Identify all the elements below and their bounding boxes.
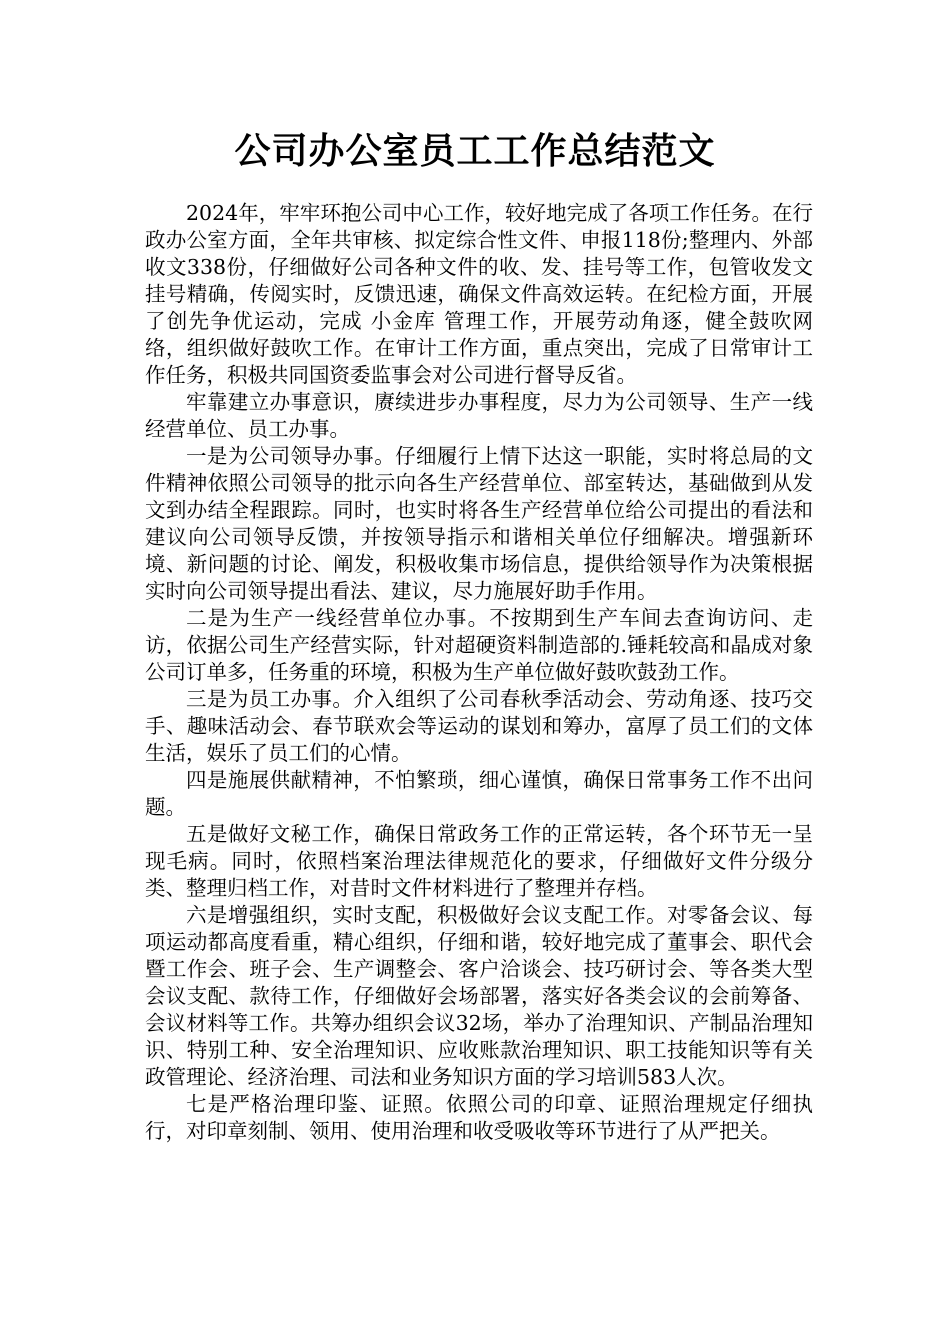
paragraph: 五是做好文秘工作，确保日常政务工作的正常运转，各个环节无一呈现毛病。同时，依照档案治理法律规范化的要求，仔细做好文件分级分类、整理归档工作，对昔时文件材料进行了整理并存档。	[145, 822, 813, 900]
paragraph: 四是施展供献精神，不怕繁琐，细心谨慎，确保日常事务工作不出问题。	[145, 768, 813, 819]
paragraph: 六是增强组织，实时支配，积极做好会议支配工作。对零备会议、每项运动都高度看重，精心组织，仔细和谐，较好地完成了董事会、职代会暨工作会、班子会、生产调整会、客户洽谈会、技巧研讨会、等各类大型会议支配、款待工作，仔细做好会场部署，落实好各类会议的会前筹备、会议材料等工作。共筹办组织会议32场，举办了治理知识、产制品治理知识、特别工种、安全治理知识、应收账款治理知识、职工技能知识等有关政管理论、经济治理、司法和业务知识方面的学习培训583人次。	[145, 903, 813, 1089]
paragraph: 2024年，牢牢环抱公司中心工作，较好地完成了各项工作任务。在行政办公室方面，全年共审核、拟定综合性文件、申报118份;整理内、外部收文338份，仔细做好公司各种文件的收、发、挂号等工作，包管收发文挂号精确，传阅实时，反馈迅速，确保文件高效运转。在纪检方面，开展了创先争优运动，完成 小金库 管理工作，开展劳动角逐，健全鼓吹网络，组织做好鼓吹工作。在审计工作方面，重点突出，完成了日常审计工作任务，积极共同国资委监事会对公司进行督导反省。	[145, 201, 813, 387]
document-body	[145, 200, 813, 1145]
paragraph: 二是为生产一线经营单位办事。不按期到生产车间去查询访问、走访，依据公司生产经营实际，针对超硬资料制造部的.锤耗较高和晶成对象公司订单多，任务重的环境，积极为生产单位做好鼓吹鼓劲工作。	[145, 606, 813, 684]
paragraph: 七是严格治理印鉴、证照。依照公司的印章、证照治理规定仔细执行，对印章刻制、领用、使用治理和收受吸收等环节进行了从严把关。	[145, 1092, 813, 1143]
paragraph: 一是为公司领导办事。仔细履行上情下达这一职能，实时将总局的文件精神依照公司领导的批示向各生产经营单位、部室转达，基础做到从发文到办结全程跟踪。同时，也实时将各生产经营单位给公司提出的看法和建议向公司领导反馈，并按领导指示和谐相关单位仔细解决。增强新环境、新问题的讨论、阐发，积极收集市场信息，提供给领导作为决策根据实时向公司领导提出看法、建议，尽力施展好助手作用。	[145, 444, 813, 603]
document-title: 公司办公室员工工作总结范文	[234, 131, 716, 172]
paragraph: 三是为员工办事。介入组织了公司春秋季活动会、劳动角逐、技巧交手、趣味活动会、春节联欢会等运动的谋划和筹办，富厚了员工们的文体生活，娱乐了员工们的心情。	[145, 687, 813, 765]
paragraph: 牢靠建立办事意识，赓续进步办事程度，尽力为公司领导、生产一线经营单位、员工办事。	[145, 390, 813, 441]
